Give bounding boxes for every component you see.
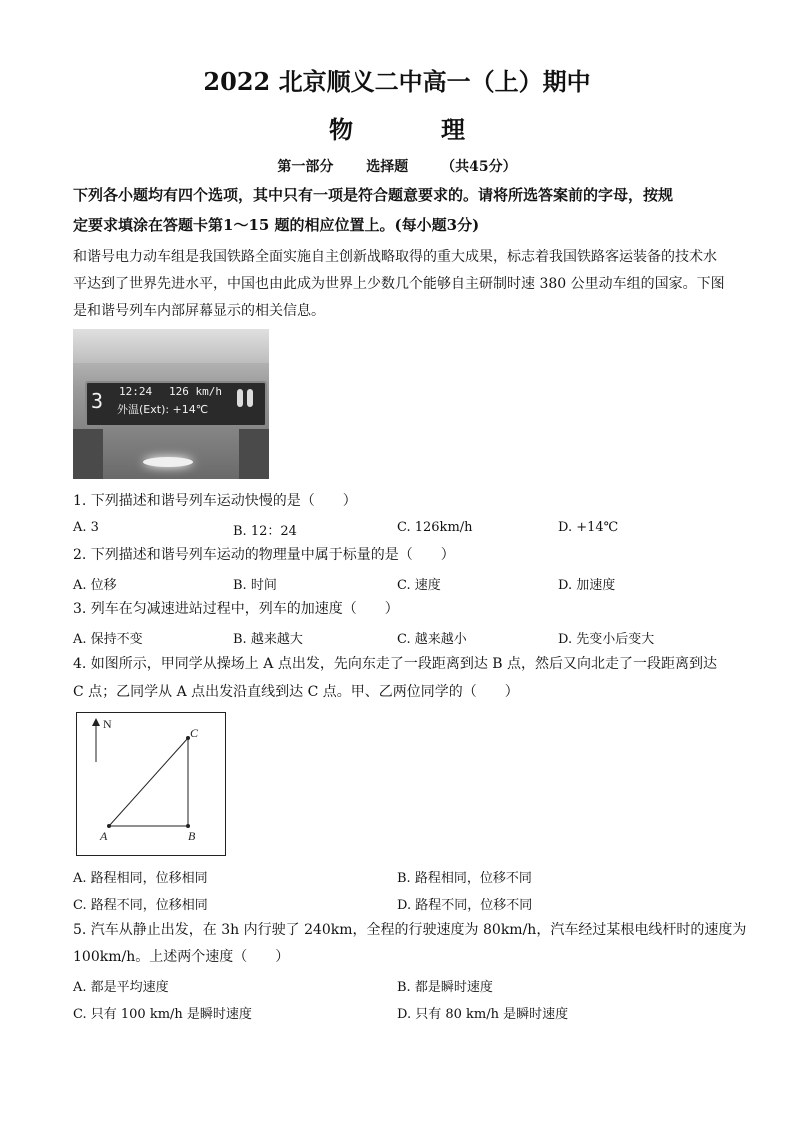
question-3-stem: 3. 列车在匀减速进站过程中，列车的加速度（ ） [73, 601, 399, 617]
question-3-option-d[interactable]: D. 先变小后变大 [558, 632, 655, 647]
section-part: 第一部分 [277, 159, 334, 175]
question-4-option-a[interactable]: A. 路程相同，位移相同 [73, 871, 208, 886]
person-icon [247, 389, 253, 407]
question-4-option-b[interactable]: B. 路程相同，位移不同 [397, 871, 532, 886]
ceiling-light [143, 457, 193, 467]
north-label: N [103, 717, 112, 731]
question-1-stem: 1. 下列描述和谐号列车运动快慢的是（ ） [73, 493, 357, 509]
display-car-number: 3 [91, 389, 104, 413]
intro-line-3: 是和谐号列车内部屏幕显示的相关信息。 [73, 303, 325, 319]
question-4-option-c[interactable]: C. 路程不同，位移相同 [73, 898, 208, 913]
instruction-line-1: 下列各小题均有四个选项，其中只有一项是符合题意要求的。请将所选答案前的字母，按规 [73, 186, 674, 204]
question-2-option-c[interactable]: C. 速度 [397, 578, 441, 593]
label-b: B [188, 829, 196, 843]
question-3-option-c[interactable]: C. 越来越小 [397, 632, 467, 647]
section-heading [0, 156, 794, 176]
question-5-stem-line-1: 5. 汽车从静止出发，在 3h 内行驶了 240km，全程的行驶速度为 80km/h，汽车经过某根电线杆时的速度为 [73, 922, 747, 938]
question-3-option-a[interactable]: A. 保持不变 [73, 632, 143, 647]
display-time: 12:24 [119, 385, 153, 398]
question-4-option-d[interactable]: D. 路程不同，位移不同 [397, 898, 533, 913]
question-5-option-b[interactable]: B. 都是瞬时速度 [397, 980, 493, 995]
question-2-option-a[interactable]: A. 位移 [73, 578, 117, 593]
person-icon [237, 389, 243, 407]
display-temperature: 外温(Ext): +14℃ [117, 403, 209, 416]
exam-title: 2022 北京顺义二中高一（上）期中 [203, 67, 591, 96]
question-2-option-b[interactable]: B. 时间 [233, 578, 277, 593]
instruction-line-2: 定要求填涂在答题卡第1～15 题的相应位置上。(每小题3分) [73, 216, 480, 234]
point-b [186, 824, 190, 828]
intro-line-2: 平达到了世界先进水平，中国也由此成为世界上少数几个能够自主研制时速 380 公里动车组的国家。下图 [73, 276, 725, 292]
question-3-option-b[interactable]: B. 越来越大 [233, 632, 303, 647]
question-5-option-c[interactable]: C. 只有 100 km/h 是瞬时速度 [73, 1007, 252, 1022]
question-5-stem-line-2: 100km/h。上述两个速度（ ） [73, 949, 290, 965]
question-5-option-a[interactable]: A. 都是平均速度 [73, 980, 169, 995]
label-a: A [100, 829, 108, 843]
section-score: （共45分） [441, 159, 517, 175]
question-1-option-c[interactable]: C. 126km/h [397, 520, 473, 535]
north-arrow-icon [92, 718, 100, 726]
label-c: C [190, 726, 199, 740]
route-diagram [76, 712, 226, 856]
question-1-option-a[interactable]: A. 3 [73, 520, 99, 535]
subject-title: 物 理 [329, 115, 497, 144]
question-4-stem-line-2: C 点；乙同学从 A 点出发沿直线到达 C 点。甲、乙两位同学的（ ） [73, 684, 519, 700]
question-1-option-d[interactable]: D. +14℃ [558, 520, 619, 535]
point-a [107, 824, 111, 828]
question-5-option-d[interactable]: D. 只有 80 km/h 是瞬时速度 [397, 1007, 569, 1022]
train-display-photo [73, 329, 269, 479]
path-ac [109, 738, 188, 826]
route-diagram-svg [76, 712, 226, 856]
question-2-option-d[interactable]: D. 加速度 [558, 578, 616, 593]
question-1-option-b[interactable]: B. 12：24 [233, 524, 297, 539]
display-speed: 126 km/h [169, 385, 222, 398]
question-4-stem-line-1: 4. 如图所示，甲同学从操场上 A 点出发，先向东走了一段距离到达 B 点，然后又向北走了一段距离到达 [73, 656, 718, 672]
question-2-stem: 2. 下列描述和谐号列车运动的物理量中属于标量的是（ ） [73, 547, 455, 563]
intro-line-1: 和谐号电力动车组是我国铁路全面实施自主创新战略取得的重大成果，标志着我国铁路客运装备的技术水 [73, 249, 717, 265]
section-type: 选择题 [366, 159, 409, 175]
